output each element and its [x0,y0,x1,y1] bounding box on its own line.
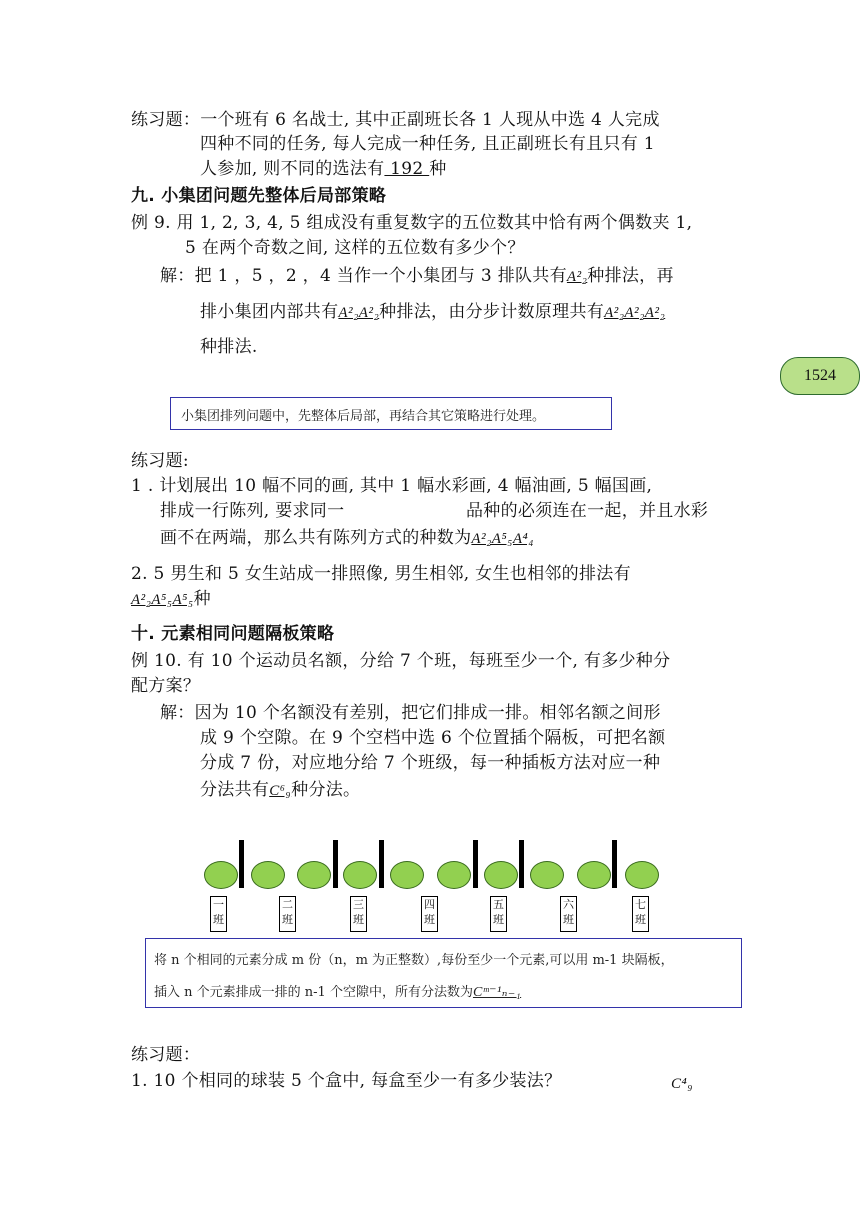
divider-bar [333,840,338,888]
class-label: 二班 [279,896,296,932]
ball [297,861,331,889]
ball [343,861,377,889]
practice-line: 人参加, 则不同的选法有 192 种 [200,159,447,179]
ball [625,861,659,889]
ball [390,861,424,889]
practice-line: 排成一行陈列, 要求同一 [160,501,345,521]
solution-line: 解：把 1 ，5 ，2 ，4 当作一个小集团与 3 排队共有A²₂种排法，再 [160,266,674,286]
ball [251,861,285,889]
practice-line: 1 . 计划展出 10 幅不同的画, 其中 1 幅水彩画, 4 幅油画, 5 幅国画, [131,476,653,496]
formula: A²₂A⁵₅A⁴₄ [471,531,534,547]
class-label: 六班 [560,896,577,932]
practice-line: 练习题：一个班有 6 名战士, 其中正副班长各 1 人现从中选 4 人完成 [131,110,660,130]
solution-line: 排小集团内部共有A²₂A²₂种排法，由分步计数原理共有A²₂A²₂A²₂ [200,302,666,322]
solution-line: 分成 7 份，对应地分给 7 个班级，每一种插板方法对应一种 [200,753,661,773]
example-line: 5 在两个奇数之间, 这样的五位数有多少个？ [185,238,525,258]
example-line: 例 10. 有 10 个运动员名额，分给 7 个班，每班至少一个, 有多少种分 [131,651,671,671]
formula: A²₂A²₂ [338,305,380,321]
ball [204,861,238,889]
formula: Cᵐ⁻¹ₙ₋₁ [472,985,522,1000]
class-label: 一班 [210,896,227,932]
page-number-badge: 1524 [780,357,860,395]
section-heading: 十. 元素相同问题隔板策略 [131,624,335,644]
example-line: 例 9. 用 1, 2, 3, 4, 5 组成没有重复数字的五位数其中恰有两个偶数夹 1, [131,213,693,233]
formula: C⁶₉ [269,783,292,799]
section-heading: 九. 小集团问题先整体后局部策略 [131,186,387,206]
tip-text: 将 n 个相同的元素分成 m 份（n，m 为正整数）,每份至少一个元素,可以用 m-1 块隔板， [154,953,674,968]
tip-text: 小集团排列问题中，先整体后局部，再结合其它策略进行处理。 [181,409,546,424]
divider-bar [473,840,478,888]
practice-line: 四种不同的任务, 每人完成一种任务, 且正副班长有且只有 1 [200,134,655,154]
class-label: 七班 [632,896,649,932]
divider-bar [379,840,384,888]
solution-line: 分法共有C⁶₉种分法。 [200,780,361,800]
ball [437,861,471,889]
ball [577,861,611,889]
example-line: 配方案？ [131,676,201,696]
tip-box [145,938,742,1008]
practice-answer [671,1071,693,1096]
practice-line: 画不在两端，那么共有陈列方式的种数为A²₂A⁵₅A⁴₄ [160,528,534,548]
formula: C⁴₉ [671,1076,693,1092]
class-label: 三班 [350,896,367,932]
practice-line: 1. 10 个相同的球装 5 个盒中, 每盒至少一有多少装法？ [131,1071,562,1091]
practice-line: A²₂A⁵₅A⁵₅种 [131,589,211,609]
practice-line: 2. 5 男生和 5 女生站成一排照像, 男生相邻, 女生也相邻的排法有 [131,564,631,584]
practice-title: 练习题： [131,1045,201,1065]
practice-line: 品种的必须连在一起，并且水彩 [466,501,709,521]
ball [484,861,518,889]
class-label: 五班 [490,896,507,932]
practice-title: 练习题: [131,451,189,471]
solution-line: 成 9 个空隙。在 9 个空档中选 6 个位置插个隔板，可把名额 [200,728,666,748]
divider-bar [239,840,244,888]
tip-box [170,397,612,430]
divider-bar [519,840,524,888]
answer-value: 192 [384,159,430,179]
formula: A²₂A²₂A²₂ [604,305,666,321]
formula: A²₂ [566,269,588,285]
formula: A²₂A⁵₅A⁵₅ [131,592,194,608]
ball [530,861,564,889]
class-label: 四班 [421,896,438,932]
divider-bar [612,840,617,888]
tip-text: 插入 n 个元素排成一排的 n-1 个空隙中，所有分法数为Cᵐ⁻¹ₙ₋₁ [154,985,522,1000]
solution-line: 种排法. [200,337,258,357]
solution-line: 解：因为 10 个名额没有差别，把它们排成一排。相邻名额之间形 [160,703,661,723]
